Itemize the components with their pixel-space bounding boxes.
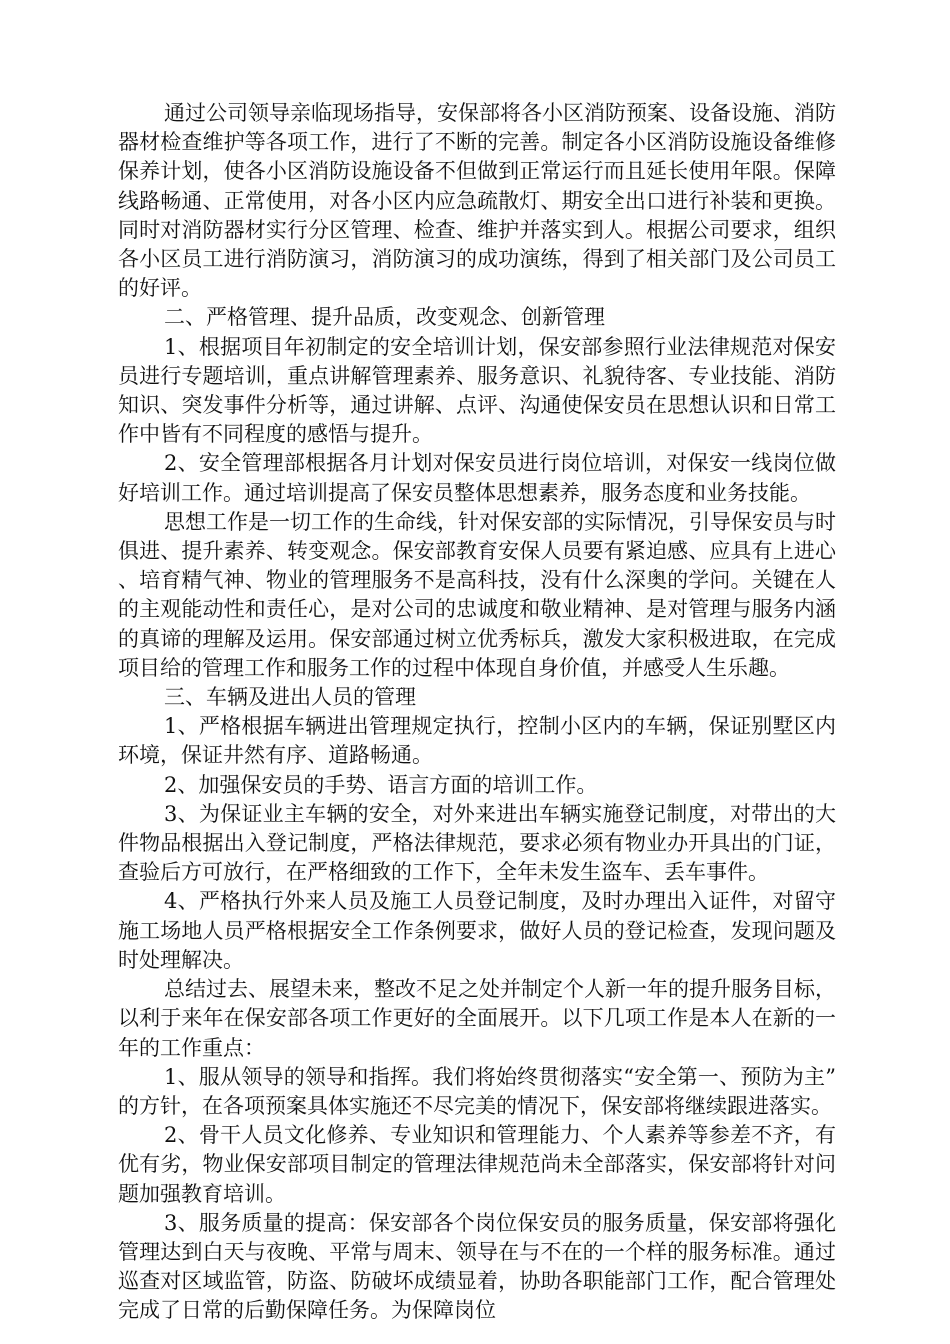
document-body bbox=[118, 99, 836, 1326]
paragraph-ideology-work: 思想工作是一切工作的生命线，针对保安部的实际情况，引导保安员与时俱进、提升素养、转变观念。保安部教育安保人员要有紧迫感、应具有上进心、培育精气神、物业的管理服务不是高科技，没有什么深奥的学问。关键在人的主观能动性和责任心，是对公司的忠诚度和敬业精神、是对管理与服务内涵的真谛的理解及运用。保安部通过树立优秀标兵，激发大家积极进取，在完成项目给的管理工作和服务工作的过程中体现自身价值，并感受人生乐趣。 bbox=[118, 509, 836, 680]
paragraph-focus-three: 3、服务质量的提高：保安部各个岗位保安员的服务质量，保安部将强化管理达到白天与夜晚、平常与周末、领导在与不在的一个样的服务标准。通过巡查对区域监管，防盗、防破坏成绩显着，协助各职能部门工作，配合管理处完成了日常的后勤保障任务。为保障岗位 bbox=[118, 1210, 836, 1323]
paragraph-vehicle-rules: 1、严格根据车辆进出管理规定执行，控制小区内的车辆，保证别墅区内环境，保证井然有序、道路畅通。 bbox=[118, 714, 836, 768]
paragraph-vehicle-registration: 3、为保证业主车辆的安全，对外来进出车辆实施登记制度，对带出的大件物品根据出入登记制度，严格法律规范，要求必须有物业办开具出的门证，查验后方可放行，在严格细致的工作下，全年未发生盗车、丢车事件。 bbox=[118, 801, 836, 885]
paragraph-post-training: 2、安全管理部根据各月计划对保安员进行岗位培训，对保安一线岗位做好培训工作。通过培训提高了保安员整体思想素养，服务态度和业务技能。 bbox=[118, 451, 836, 505]
paragraph-training-plan: 1、根据项目年初制定的安全培训计划，保安部参照行业法律规范对保安员进行专题培训，重点讲解管理素养、服务意识、礼貌待客、专业技能、消防知识、突发事件分析等，通过讲解、点评、沟通使保安员在思想认识和日常工作中皆有不同程度的感悟与提升。 bbox=[118, 334, 836, 447]
paragraph-gesture-training: 2、加强保安员的手势、语言方面的培训工作。 bbox=[164, 772, 598, 797]
section-heading-three: 三、车辆及进出人员的管理 bbox=[164, 685, 416, 710]
paragraph-focus-two: 2、骨干人员文化修养、专业知识和管理能力、个人素养等参差不齐，有优有劣，物业保安部项目制定的管理法律规范尚未全部落实，保安部将针对问题加强教育培训。 bbox=[118, 1123, 836, 1206]
paragraph-focus-one: 1、服从领导的领导和指挥。我们将始终贯彻落实“安全第一、预防为主”的方针，在各项预案具体实施还不尽完美的情况下，保安部将继续跟进落实。 bbox=[118, 1064, 836, 1118]
section-heading-two: 二、严格管理、提升品质，改变观念、创新管理 bbox=[164, 305, 605, 330]
paragraph-fire-safety: 通过公司领导亲临现场指导，安保部将各小区消防预案、设备设施、消防器材检查维护等各项工作，进行了不断的完善。制定各小区消防设施设备维修保养计划，使各小区消防设施设备不但做到正常运行而且延长使用年限。保障线路畅通、正常使用，对各小区内应急疏散灯、期安全出口进行补装和更换。同时对消防器材实行分区管理、检查、维护并落实到人。根据公司要求，组织各小区员工进行消防演习，消防演习的成功演练，得到了相关部门及公司员工的好评。 bbox=[118, 101, 836, 301]
paragraph-summary: 总结过去、展望未来，整改不足之处并制定个人新一年的提升服务目标，以利于来年在保安部各项工作更好的全面展开。以下几项工作是本人在新的一年的工作重点： bbox=[118, 977, 836, 1060]
paragraph-visitor-registration: 4、严格执行外来人员及施工人员登记制度，及时办理出入证件，对留守施工场地人员严格根据安全工作条例要求，做好人员的登记检查，发现问题及时处理解决。 bbox=[118, 889, 836, 972]
